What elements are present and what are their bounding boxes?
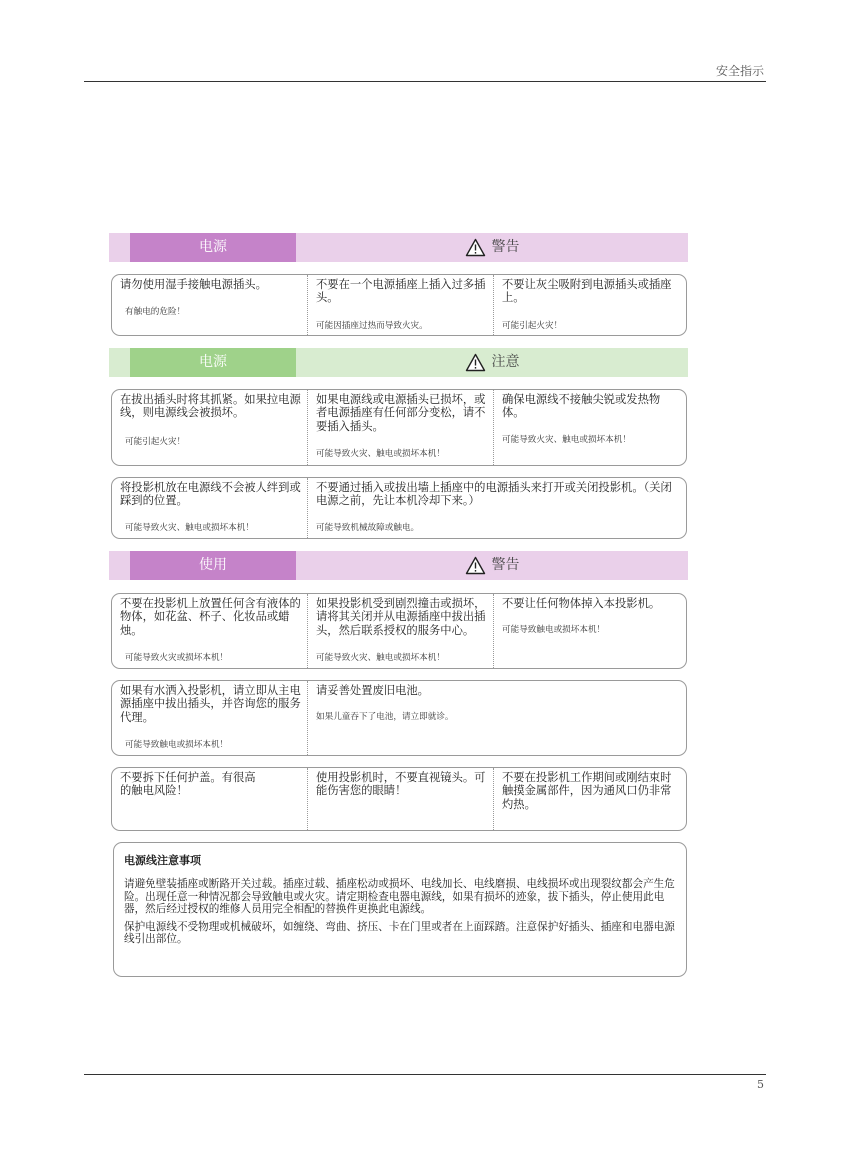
- notice-note: 可能导致火灾、触电或损坏本机！: [125, 523, 254, 533]
- footer-rule: [84, 1074, 766, 1075]
- notice-box: [111, 477, 687, 539]
- notice-text: 如果电源线或电源插头已损坏，或者电源插座有任何部分变松，请不要插入插头。: [316, 393, 486, 433]
- notice-text: 不要让任何物体掉入本投影机。: [502, 597, 661, 610]
- notice-cell: [493, 390, 686, 465]
- section-level-label: 警告: [491, 557, 520, 573]
- notice-text: 将投影机放在电源线不会被人绊到或踩到的位置。: [120, 481, 301, 508]
- notice-cell: [112, 390, 307, 465]
- notice-cell: [307, 594, 493, 668]
- notice-text: 请妥善处置废旧电池。: [316, 684, 429, 697]
- notice-note: 可能导致火灾、触电或损坏本机！: [502, 435, 631, 445]
- notice-cell: [307, 681, 686, 755]
- notice-text: 请勿使用湿手接触电源插头。: [120, 278, 267, 291]
- notice-cell: [112, 594, 307, 668]
- notice-box: [111, 593, 687, 669]
- section-bar-power-caution: [109, 348, 688, 377]
- warning-triangle-icon: [465, 238, 486, 257]
- notes-paragraph: 请避免壁装插座或断路开关过载。插座过载、插座松动或损坏、电线加长、电线磨损、电线损坏或出现裂纹都会产生危险。出现任意一种情况都会导致触电或火灾。请定期检查电器电源线，如果有损坏的迹象，拔下插头，停止使用此电器，然后经过授权的维修人员用完全相配的替换件更换此电源线。: [124, 878, 675, 916]
- notice-note: 可能引起火灾！: [502, 321, 563, 331]
- notice-note: 可能导致火灾或损坏本机！: [125, 653, 229, 663]
- notice-note: 如果儿童吞下了电池，请立即就诊。: [316, 712, 454, 722]
- notice-note: 可能引起火灾！: [125, 437, 186, 447]
- notice-box: [111, 767, 687, 831]
- notice-text: 不要拆下任何护盖。有很高的触电风险！: [120, 771, 256, 798]
- page-header-title: 安全指示: [715, 64, 764, 78]
- section-stripe: [109, 348, 130, 377]
- page-number: 5: [757, 1078, 764, 1091]
- section-stripe: [109, 233, 130, 262]
- notice-cell: [112, 768, 307, 830]
- notice-note: 可能导致机械故障或触电。: [316, 523, 420, 533]
- notice-box: [111, 680, 687, 756]
- section-stripe: [109, 551, 130, 580]
- notice-text: 在拔出插头时将其抓紧。如果拉电源线，则电源线会被损坏。: [120, 393, 301, 420]
- notes-paragraph: 保护电源线不受物理或机械破坏，如缠绕、弯曲、挤压、卡在门里或者在上面踩踏。注意保护好插头、插座和电器电源线引出部位。: [124, 920, 675, 946]
- section-level-label: 注意: [491, 354, 520, 370]
- warning-triangle-icon: [465, 353, 486, 372]
- notice-text: 不要在一个电源插座上插入过多插头。: [316, 278, 486, 305]
- notice-box: [111, 274, 687, 336]
- notice-text: 使用投影机时，不要直视镜头。可能伤害您的眼睛！: [316, 771, 486, 798]
- notice-text: 如果有水洒入投影机，请立即从主电源插座中拔出插头，并咨询您的服务代理。: [120, 684, 301, 724]
- warning-triangle-icon: [465, 556, 486, 575]
- section-level: [296, 551, 688, 580]
- notice-note: 可能因插座过热而导致火灾。: [316, 321, 428, 331]
- notice-note: 有触电的危险！: [125, 307, 186, 317]
- header-rule: [84, 81, 766, 82]
- section-category: 电源: [130, 233, 296, 262]
- section-category: 电源: [130, 348, 296, 377]
- notice-note: 可能导致火灾、触电或损坏本机！: [316, 653, 445, 663]
- section-bar-use-warning: [109, 551, 688, 580]
- section-level: [296, 348, 688, 377]
- notes-title: 电源线注意事项: [124, 854, 201, 867]
- notice-text: 不要在投影机上放置任何含有液体的物体，如花盆、杯子、化妆品或蜡烛。: [120, 597, 301, 637]
- section-level-label: 警告: [491, 239, 520, 255]
- section-bar-power-warning: [109, 233, 688, 262]
- notice-note: 可能导致触电或损坏本机！: [502, 625, 606, 635]
- notice-note: 可能导致火灾、触电或损坏本机！: [316, 449, 445, 459]
- notice-cell: [493, 768, 686, 830]
- notice-note: 可能导致触电或损坏本机！: [125, 740, 229, 750]
- notice-cell: [307, 478, 686, 538]
- notice-text: 不要通过插入或拔出墙上插座中的电源插头来打开或关闭投影机。（关闭电源之前，先让本机冷却下来。）: [316, 481, 672, 508]
- notice-box: [111, 389, 687, 466]
- notice-text: 不要让灰尘吸附到电源插头或插座上。: [502, 278, 672, 305]
- notice-text: 如果投影机受到剧烈撞击或损坏，请将其关闭并从电源插座中拔出插头，然后联系授权的服务中心。: [316, 597, 486, 637]
- notice-cell: [307, 275, 493, 335]
- notice-cell: [112, 681, 307, 755]
- notice-cell: [307, 768, 493, 830]
- notice-cell: [112, 478, 307, 538]
- notice-cell: [493, 275, 686, 335]
- section-level: [296, 233, 688, 262]
- notice-cell: [112, 275, 307, 335]
- notice-cell: [493, 594, 686, 668]
- notice-text: 不要在投影机工作期间或刚结束时触摸金属部件，因为通风口仍非常灼热。: [502, 771, 672, 811]
- notice-text: 确保电源线不接触尖锐或发热物体。: [502, 393, 661, 420]
- power-cord-notes: [113, 842, 687, 977]
- notice-cell: [307, 390, 493, 465]
- section-category: 使用: [130, 551, 296, 580]
